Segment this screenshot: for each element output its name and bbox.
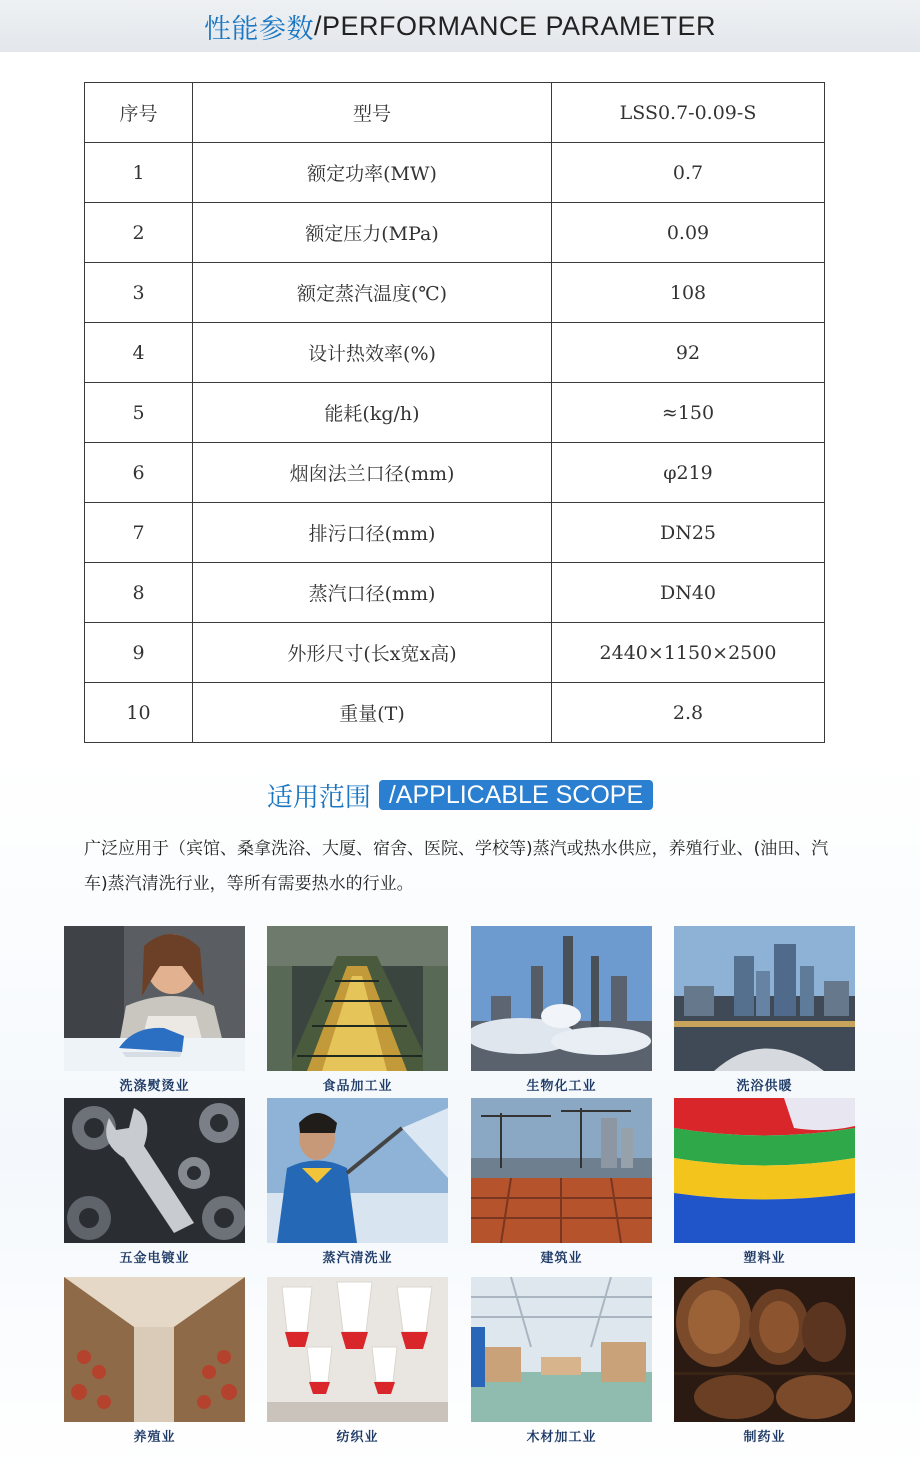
scope-title-cn: 适用范围 <box>266 782 371 813</box>
industry-label: 食品加工业 <box>322 1079 393 1094</box>
header-cell-index: 序号 <box>85 83 193 143</box>
industry-tile <box>471 926 652 1094</box>
food-line-photo-icon <box>267 926 448 1071</box>
row-index: 5 <box>85 383 193 443</box>
row-value: 2440×1150×2500 <box>552 623 825 683</box>
row-value: 92 <box>552 323 825 383</box>
row-index: 10 <box>85 683 193 743</box>
city-skyline-photo-icon <box>674 926 855 1071</box>
header-cell-model: LSS0.7-0.09-S <box>552 83 825 143</box>
row-parameter: 外形尺寸(长x宽x高) <box>193 623 552 683</box>
row-value: DN25 <box>552 503 825 563</box>
wood-factory-photo-icon <box>471 1277 652 1422</box>
performance-title-cn: 性能参数 <box>203 13 314 45</box>
industry-tile <box>267 1098 448 1266</box>
industry-label: 制药业 <box>743 1430 786 1445</box>
row-parameter: 烟囱法兰口径(mm) <box>193 443 552 503</box>
chemical-plant-photo-icon <box>471 926 652 1071</box>
scope-title-en: /APPLICABLE SCOPE <box>379 780 653 810</box>
industry-label: 洗浴供暖 <box>736 1079 793 1094</box>
row-value: 0.09 <box>552 203 825 263</box>
header-cell-item: 型号 <box>193 83 552 143</box>
row-value: ≈150 <box>552 383 825 443</box>
row-index: 6 <box>85 443 193 503</box>
car-wash-photo-icon <box>267 1098 448 1243</box>
plastic-pellets-photo-icon <box>674 1098 855 1243</box>
barrel-cellar-photo-icon <box>674 1277 855 1422</box>
industry-label: 生物化工业 <box>526 1079 597 1094</box>
industry-label: 五金电镀业 <box>119 1251 190 1266</box>
wrench-photo-icon <box>64 1098 245 1243</box>
industry-label: 养殖业 <box>133 1430 176 1445</box>
industry-tile <box>64 926 245 1094</box>
row-parameter: 设计热效率(%) <box>193 323 552 383</box>
row-parameter: 排污口径(mm) <box>193 503 552 563</box>
row-parameter: 额定功率(MW) <box>193 143 552 203</box>
row-parameter: 蒸汽口径(mm) <box>193 563 552 623</box>
industry-label: 洗涤熨烫业 <box>119 1079 190 1094</box>
industry-tile <box>674 926 855 1094</box>
row-index: 7 <box>85 503 193 563</box>
row-value: 2.8 <box>552 683 825 743</box>
scope-description: 广泛应用于（宾馆、桑拿洗浴、大厦、宿舍、医院、学校等)蒸汽或热水供应，养殖行业、(油田、汽车)蒸汽清洗行业，等所有需要热水的行业。 <box>84 839 829 894</box>
row-value: φ219 <box>552 443 825 503</box>
industry-tile <box>471 1098 652 1266</box>
performance-title-en: /PERFORMANCE PARAMETER <box>313 10 717 41</box>
row-index: 4 <box>85 323 193 383</box>
row-index: 9 <box>85 623 193 683</box>
row-index: 2 <box>85 203 193 263</box>
industry-label: 木材加工业 <box>526 1430 597 1445</box>
ironing-photo-icon <box>64 926 245 1071</box>
row-parameter: 重量(T) <box>193 683 552 743</box>
row-value: 0.7 <box>552 143 825 203</box>
industry-tile <box>674 1277 855 1445</box>
row-index: 1 <box>85 143 193 203</box>
textile-spools-photo-icon <box>267 1277 448 1422</box>
industry-tile <box>64 1277 245 1445</box>
industry-tile <box>267 1277 448 1445</box>
row-parameter: 能耗(kg/h) <box>193 383 552 443</box>
poultry-farm-photo-icon <box>64 1277 245 1422</box>
industry-tile <box>267 926 448 1094</box>
row-value: 108 <box>552 263 825 323</box>
construction-photo-icon <box>471 1098 652 1243</box>
industry-label: 蒸汽清洗业 <box>322 1251 393 1266</box>
row-parameter: 额定压力(MPa) <box>193 203 552 263</box>
industry-label: 塑料业 <box>743 1251 786 1266</box>
industry-label: 纺织业 <box>336 1430 379 1445</box>
row-index: 3 <box>85 263 193 323</box>
row-parameter: 额定蒸汽温度(℃) <box>193 263 552 323</box>
industry-tile <box>64 1098 245 1266</box>
industry-tile <box>674 1098 855 1266</box>
row-index: 8 <box>85 563 193 623</box>
row-value: DN40 <box>552 563 825 623</box>
industry-label: 建筑业 <box>540 1251 583 1266</box>
industry-tile <box>471 1277 652 1445</box>
